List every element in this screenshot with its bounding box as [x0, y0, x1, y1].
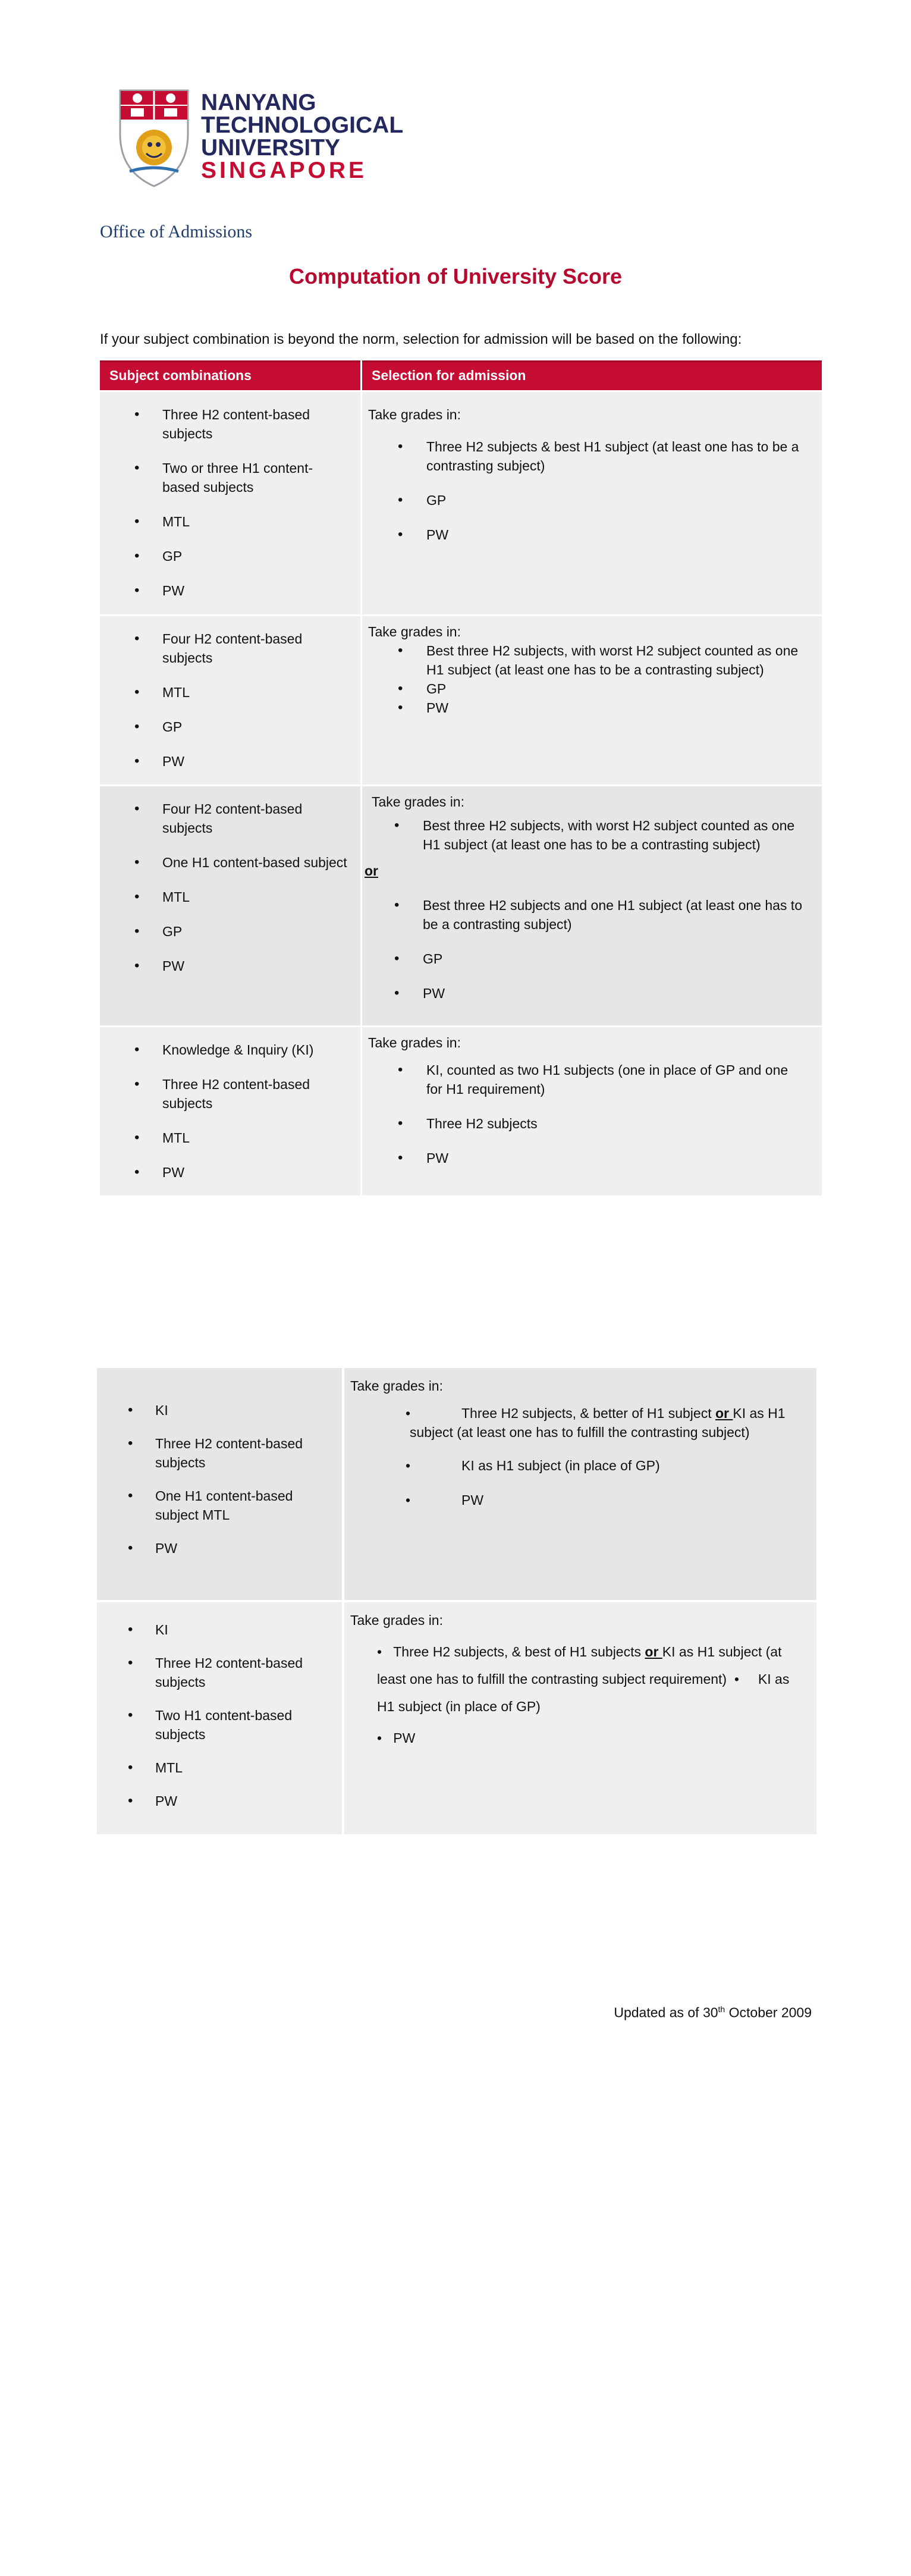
list-item: • Three H2 content-based subjects [100, 1075, 360, 1113]
list-item: • GP [100, 717, 360, 736]
bullet-icon: • [406, 1458, 411, 1473]
grade-paragraph [350, 1638, 799, 1720]
list-item: • PW [100, 581, 360, 600]
table-row [97, 1368, 816, 1601]
list-item: • Three H2 subjects & best H1 subject (at least one has to be a contrasting subject) [368, 437, 815, 475]
selection-cell [343, 1601, 816, 1834]
take-grades-label: Take grades in: [368, 624, 461, 639]
logo-line-2: TECHNOLOGICAL [201, 112, 404, 138]
or-word: or [645, 1644, 662, 1659]
subject-list [97, 1620, 342, 1811]
ntu-logo [118, 88, 404, 189]
grade-text: KI as H1 subject (at least one has to fulfill the contrasting subject requirement) [377, 1644, 782, 1687]
bullet-icon: • [377, 1730, 394, 1746]
selection-cell [362, 616, 822, 786]
footer-prefix: Updated as of 30 [614, 2004, 718, 2020]
table-row [100, 1027, 822, 1197]
list-item: • Four H2 content-based subjects [100, 799, 360, 837]
grade-list [368, 641, 815, 717]
intro-text: If your subject combination is beyond the norm, selection for admission will be based on the following: [100, 331, 742, 347]
take-grades-label: Take grades in: [368, 1035, 461, 1050]
list-item: • GP [100, 922, 360, 941]
subject-list [100, 629, 360, 771]
list-item: • PW [368, 525, 815, 544]
list-item: • MTL [100, 1128, 360, 1147]
logo-line-4: SINGAPORE [201, 158, 367, 183]
footer-sup: th [718, 2004, 725, 2014]
list-item: • KI, counted as two H1 subjects (one in place of GP and one for H1 requirement) [368, 1060, 815, 1099]
list-item: • One H1 content-based subject [100, 853, 360, 872]
selection-cell [343, 1368, 816, 1601]
list-item: • PW [368, 698, 815, 717]
take-grades-label: Take grades in: [350, 1378, 443, 1394]
take-grades-label: Take grades in: [372, 794, 464, 809]
list-item: • Four H2 content-based subjects [100, 629, 360, 667]
list-item: • Three H2 content-based subjects [97, 1653, 342, 1692]
list-item: • MTL [100, 512, 360, 531]
grade-item [350, 1491, 799, 1510]
table-row [100, 786, 822, 1027]
list-item: • Best three H2 subjects, with worst H2 subject counted as one H1 subject (at least one has to be a contrasting subject) [368, 641, 815, 679]
subject-cell [97, 1368, 343, 1601]
grade-text: KI as H1 subject (in place of GP) [461, 1458, 660, 1473]
list-item: • GP [368, 491, 815, 510]
bullet-icon: • [406, 1405, 411, 1421]
list-item: • MTL [97, 1758, 342, 1777]
list-item: • PW [100, 956, 360, 975]
grade-text: KI as H1 subject (in place of GP) [377, 1671, 790, 1714]
table-row [100, 616, 822, 786]
grade-text: KI as H1 subject (at least one has to fulfill the contrasting subject) [410, 1405, 786, 1440]
take-grades-label: Take grades in: [350, 1612, 443, 1628]
list-item: • Knowledge & Inquiry (KI) [100, 1040, 360, 1059]
grade-item [350, 1404, 799, 1442]
list-item: • GP [365, 949, 815, 968]
grade-item [350, 1456, 799, 1475]
subject-list [100, 405, 360, 600]
list-item: • GP [100, 547, 360, 566]
list-item: • PW [365, 984, 815, 1003]
grade-item [350, 1728, 799, 1747]
grade-text: Three H2 subjects, & better of H1 subject [461, 1405, 715, 1421]
list-item: • PW [97, 1539, 342, 1558]
subject-list [100, 799, 360, 975]
list-item: • Two or three H1 content-based subjects [100, 459, 360, 497]
bullet-icon: • [377, 1644, 394, 1659]
list-item: • GP [368, 679, 815, 698]
bullet-icon: • [406, 1492, 411, 1508]
list-item: • Three H2 content-based subjects [97, 1434, 342, 1472]
grade-list [368, 437, 815, 544]
grade-list [368, 1060, 815, 1168]
list-item: • PW [100, 752, 360, 771]
subject-list [100, 1040, 360, 1182]
list-item: • PW [368, 1149, 815, 1168]
table-row [97, 1601, 816, 1834]
list-item: • One H1 content-based subject MTL [97, 1486, 342, 1524]
subject-list [97, 1401, 342, 1558]
logo-line-3: UNIVERSITY [201, 135, 341, 161]
list-item: • KI [97, 1401, 342, 1420]
page-title: Computation of University Score [288, 264, 623, 288]
list-item: • PW [100, 1163, 360, 1182]
list-item: • Two H1 content-based subjects [97, 1706, 342, 1744]
list-item: • PW [97, 1791, 342, 1811]
table-row [100, 391, 822, 616]
header-selection-for-admission: Selection for admission [362, 360, 822, 391]
subject-cell [100, 1027, 362, 1197]
logo-line-1: NANYANG [201, 90, 316, 115]
list-item: • Three H2 content-based subjects [100, 405, 360, 443]
grade-text: Three H2 subjects, & best of H1 subjects [393, 1644, 645, 1659]
subject-cell [100, 391, 362, 616]
header-subject-combinations: Subject combinations [100, 360, 362, 391]
list-item: • Three H2 subjects [368, 1114, 815, 1133]
take-grades-label: Take grades in: [368, 407, 461, 422]
logo-wordmark [201, 92, 403, 182]
bullet-icon: • [730, 1671, 758, 1687]
score-table [100, 360, 822, 1197]
grade-text: PW [393, 1730, 416, 1746]
selection-cell [362, 786, 822, 1027]
selection-cell [362, 1027, 822, 1197]
grade-text: PW [461, 1492, 484, 1508]
or-separator: or [365, 863, 378, 878]
grade-list-a [365, 816, 815, 854]
update-date [614, 2004, 812, 2021]
subject-cell [100, 786, 362, 1027]
footer-suffix: October 2009 [725, 2004, 812, 2020]
office-name: Office of Admissions [100, 222, 253, 241]
score-table-continued [97, 1368, 816, 1834]
list-item: • KI [97, 1620, 342, 1639]
grade-list-b [365, 896, 815, 1003]
list-item: • Best three H2 subjects and one H1 subject (at least one has to be a contrasting subject) [365, 896, 815, 934]
list-item: • MTL [100, 887, 360, 906]
subject-cell [97, 1601, 343, 1834]
selection-cell [362, 391, 822, 616]
subject-cell [100, 616, 362, 786]
list-item: • MTL [100, 683, 360, 702]
or-word: or [715, 1405, 733, 1421]
list-item: • Best three H2 subjects, with worst H2 subject counted as one H1 subject (at least one has to be a contrasting subject) [365, 816, 815, 854]
